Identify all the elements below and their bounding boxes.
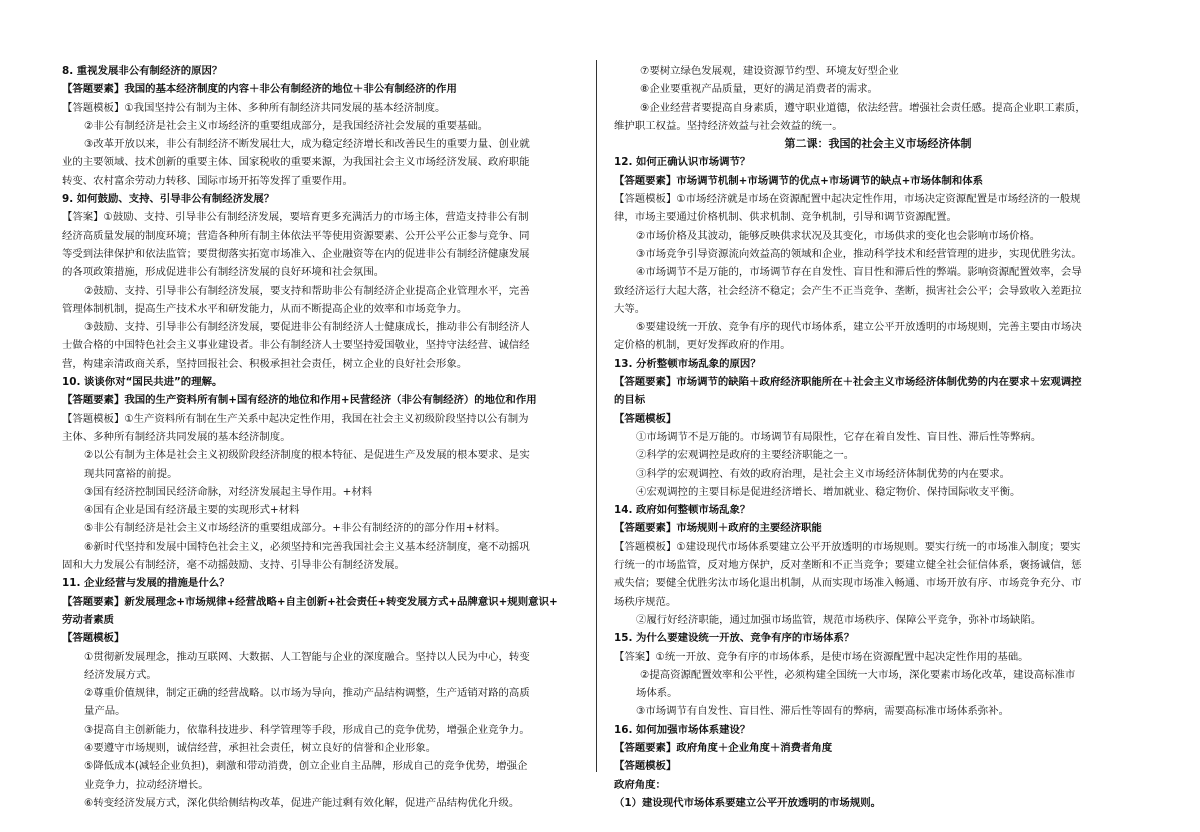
text-line: ③科学的宏观调控、有效的政府治理，是社会主义市场经济体制优势的内在要求。 bbox=[636, 467, 1011, 480]
text-line: 现共同富裕的前提。 bbox=[84, 467, 178, 480]
heading-line: 【答题要素】市场调节机制+市场调节的优点+市场调节的缺点+市场体制和体系 bbox=[614, 174, 984, 187]
heading-line: 12. 如何正确认识市场调节？ bbox=[614, 156, 751, 169]
text-line: ④要遵守市场规则，诚信经营，承担社会责任，树立良好的信誉和企业形象。 bbox=[84, 741, 437, 754]
heading-line: 16. 如何加强市场体系建设？ bbox=[614, 723, 751, 736]
text-line: ⑦要树立绿色发展观，建设资源节约型、环境友好型企业 bbox=[640, 65, 899, 77]
text-line: 士做合格的中国特色社会主义事业建设者。非公有制经济人士要坚持爱国敬业，坚持守法经营、诚信经 bbox=[62, 339, 530, 352]
heading-line: 10. 谈谈你对“国民共进”的理解。 bbox=[62, 376, 223, 389]
text-line: ④宏观调控的主要目标是促进经济增长、增加就业、稳定物价、保持国际收支平衡。 bbox=[636, 485, 1021, 498]
text-line: ⑧企业要重视产品质量，更好的满足消费者的需求。 bbox=[640, 83, 878, 96]
heading-line: 【答题模板】 bbox=[62, 632, 125, 645]
text-line: 业竞争力，拉动经济增长。 bbox=[84, 778, 209, 791]
text-line: ②科学的宏观调控是政府的主要经济职能之一。 bbox=[636, 449, 855, 462]
heading-line: 14. 政府如何整顿市场乱象？ bbox=[614, 504, 751, 517]
text-line: ⑤降低成本(减轻企业负担)，刺激和带动消费，创立企业自主品牌，形成自己的竞争优势，增强企 bbox=[84, 760, 528, 773]
text-line: ②履行好经济职能，通过加强市场监管，规范市场秩序、保障公平竞争，弥补市场缺陷。 bbox=[636, 613, 1042, 626]
text-line: 【答题模板】①生产资料所有制在生产关系中起决定性作用，我国在社会主义初级阶段坚持以公有制为 bbox=[62, 412, 529, 425]
text-line: 场体系。 bbox=[636, 687, 678, 700]
heading-line: 11. 企业经营与发展的措施是什么？ bbox=[62, 577, 230, 590]
right-column bbox=[614, 62, 1142, 812]
text-line: ②鼓励、支持、引导非公有制经济发展，要支持和帮助非公有制经济企业提高企业管理水平，完善 bbox=[84, 284, 530, 297]
text-line: 致经济运行大起大落，社会经济不稳定；会产生不正当竞争、垄断，损害社会公平；会导致收入差距拉 bbox=[614, 284, 1082, 297]
text-line: ④国有企业是国有经济最主要的实现形式+材料 bbox=[84, 504, 300, 517]
text-line: ⑤非公有制经济是社会主义市场经济的重要组成部分。+非公有制经济的的部分作用+材料。 bbox=[84, 522, 506, 535]
text-line: ⑨企业经营者要提高自身素质，遵守职业道德，依法经营。增强社会责任感。提高企业职工素质， bbox=[640, 101, 1086, 114]
heading-line: 的目标 bbox=[614, 394, 646, 407]
text-line: ①市场调节不是万能的。市场调节有局限性，它存在着自发性、盲目性、滞后性等弊病。 bbox=[636, 430, 1042, 443]
text-line: 【答题模板】①市场经济就是市场在资源配置中起决定性作用，市场决定资源配置是市场经济的一般规 bbox=[614, 193, 1081, 206]
text-line: 【答题模板】①我国坚持公有制为主体、多种所有制经济共同发展的基本经济制度。 bbox=[62, 101, 446, 114]
text-line: ②以公有制为主体是社会主义初级阶段经济制度的根本特征、是促进生产及发展的根本要求、是实 bbox=[84, 449, 530, 462]
heading-line: 【答题要素】市场规则＋政府的主要经济职能 bbox=[614, 522, 822, 535]
text-line: 经济发展方式。 bbox=[84, 668, 157, 681]
text-line: ①贯彻新发展理念，推动互联网、大数据、人工智能与企业的深度融合。坚持以人民为中心，转变 bbox=[84, 650, 530, 663]
text-line: ②非公有制经济是社会主义市场经济的重要组成部分，是我国经济社会发展的重要基础。 bbox=[84, 119, 489, 132]
text-line: 定价格的机制，更好发挥政府的作用。 bbox=[614, 339, 791, 352]
text-line: 戒失信；要健全优胜劣汰市场化退出机制，从而实现市场准入畅通、市场开放有序、市场竞争充分、市 bbox=[614, 577, 1082, 590]
heading-line: 8. 重视发展非公有制经济的原因？ bbox=[62, 65, 223, 77]
text-line: 量产品。 bbox=[84, 705, 126, 718]
text-line: 律，市场主要通过价格机制、供求机制、竞争机制，引导和调节资源配置。 bbox=[614, 211, 957, 224]
heading-line: 【答题要素】政府角度＋企业角度＋消费者角度 bbox=[614, 741, 833, 754]
heading-line: 政府角度： bbox=[614, 778, 666, 791]
text-line: ④市场调节不是万能的，市场调节存在自发性、盲目性和滞后性的弊端。影响资源配置效率，会导 bbox=[636, 266, 1082, 279]
text-line: 主体、多种所有制经济共同发展的基本经济制度。 bbox=[62, 430, 291, 443]
heading-line: （1）建设现代市场体系要建立公平开放透明的市场规则。 bbox=[614, 796, 881, 809]
text-line: 行统一的市场监管，反对地方保护，反对垄断和不正当竞争；要建立健全社会征信体系，褒扬诚信，惩 bbox=[614, 559, 1082, 572]
heading-line: 【答题要素】我国的生产资料所有制+国有经济的地位和作用+民营经济（非公有制经济）的地位和作用 bbox=[62, 394, 537, 407]
text-line: ②提高资源配置效率和公平性，必须构建全国统一大市场，深化要素市场化改革，建设高标准市 bbox=[640, 668, 1076, 681]
text-line: ⑥转变经济发展方式，深化供给侧结构改革，促进产能过剩有效化解，促进产品结构优化升级。 bbox=[84, 796, 520, 809]
heading-line: 【答题模板】 bbox=[614, 760, 677, 773]
column-divider bbox=[596, 60, 597, 772]
text-line: 的各项政策措施，形成促进非公有制经济发展的良好环境和社会氛围。 bbox=[62, 266, 385, 279]
text-line: ⑤要建设统一开放、竞争有序的现代市场体系，建立公平开放透明的市场规则，完善主要由市场决 bbox=[636, 321, 1082, 334]
heading-line: 【答题要素】新发展理念+市场规律+经营战略+自主创新+社会责任+转变发展方式+品牌意识+规则意识+ bbox=[62, 595, 558, 608]
text-line: 【答案】①鼓励、支持、引导非公有制经济发展，要培育更多充满活力的市场主体，营造支持非公有制 bbox=[62, 211, 529, 224]
heading-line: 15. 为什么要建设统一开放、竞争有序的市场体系？ bbox=[614, 632, 855, 645]
heading-line: 13. 分析整顿市场乱象的原因？ bbox=[614, 357, 761, 370]
text-line: 【答案】①统一开放、竞争有序的市场体系，是使市场在资源配置中起决定性作用的基础。 bbox=[614, 650, 1029, 663]
text-line: ③市场调节有自发性、盲目性、滞后性等固有的弊病，需要高标准市场体系弥补。 bbox=[636, 705, 1009, 718]
text-line: ③改革开放以来，非公有制经济不断发展壮大，成为稳定经济增长和改善民生的重要力量、创业就 bbox=[84, 138, 530, 151]
heading-line: 【答题要素】我国的基本经济制度的内容＋非公有制经济的地位＋非公有制经济的作用 bbox=[62, 83, 457, 96]
heading-line: 劳动者素质 bbox=[62, 613, 114, 626]
heading-line: 9. 如何鼓励、支持、引导非公有制经济发展？ bbox=[62, 193, 275, 206]
text-line: 大等。 bbox=[614, 302, 646, 315]
text-line: 固和大力发展公有制经济，毫不动摇鼓励、支持、引导非公有制经济发展。 bbox=[62, 559, 405, 572]
text-line: 业的主要领域、技术创新的重要主体、国家税收的重要来源，为我国社会主义市场经济发展、政府职能 bbox=[62, 156, 530, 169]
text-line: 营，构建亲清政商关系，坚持回报社会、积极承担社会责任，树立企业的良好社会形象。 bbox=[62, 357, 468, 370]
text-line: 管理体制机制，提高生产技术水平和研发能力，从而不断提高企业的效率和市场竞争力。 bbox=[62, 302, 468, 315]
text-line: 场秩序规范。 bbox=[614, 595, 677, 608]
left-column bbox=[62, 62, 572, 812]
text-line: ②尊重价值规律，制定正确的经营战略。以市场为导向，推动产品结构调整，生产适销对路的高质 bbox=[84, 687, 530, 700]
text-line: 转变、农村富余劳动力转移、国际市场开拓等发挥了重要作用。 bbox=[62, 174, 353, 187]
text-line: ②市场价格及其波动，能够反映供求状况及其变化，市场供求的变化也会影响市场价格。 bbox=[636, 229, 1041, 242]
text-line: ③鼓励、支持、引导非公有制经济发展，要促进非公有制经济人士健康成长，推动非公有制经济人 bbox=[84, 321, 530, 334]
text-line: 等受到法律保护和依法监管；要贯彻落实拓宽市场准入、企业融资等在内的促进非公有制经济健康发展 bbox=[62, 247, 530, 260]
text-line: ③提高自主创新能力，依靠科技进步、科学管理等手段，形成自己的竞争优势，增强企业竞争力。 bbox=[84, 723, 530, 736]
text-line: ⑥新时代坚持和发展中国特色社会主义，必须坚持和完善我国社会主义基本经济制度，毫不动摇巩 bbox=[84, 540, 530, 553]
text-line: ③国有经济控制国民经济命脉，对经济发展起主导作用。+材料 bbox=[84, 485, 373, 498]
text-line: 经济高质量发展的制度环境；营造各种所有制主体依法平等使用资源要素、公开公平公正参与竞争、同 bbox=[62, 229, 530, 242]
text-line: 【答题模板】①建设现代市场体系要建立公平开放透明的市场规则。要实行统一的市场准入制度；要实 bbox=[614, 540, 1081, 553]
heading-line: 【答题要素】市场调节的缺陷＋政府经济职能所在＋社会主义市场经济体制优势的内在要求＋宏观调控 bbox=[614, 376, 1082, 389]
text-line: 第二课：我国的社会主义市场经济体制 bbox=[784, 137, 972, 151]
text-line: ③市场竞争引导资源流向效益高的领域和企业，推动科学技术和经营管理的进步，实现优胜劣汰。 bbox=[636, 247, 1082, 260]
heading-line: 【答题模板】 bbox=[614, 412, 677, 425]
text-line: 维护职工权益。坚持经济效益与社会效益的统一。 bbox=[614, 119, 843, 132]
